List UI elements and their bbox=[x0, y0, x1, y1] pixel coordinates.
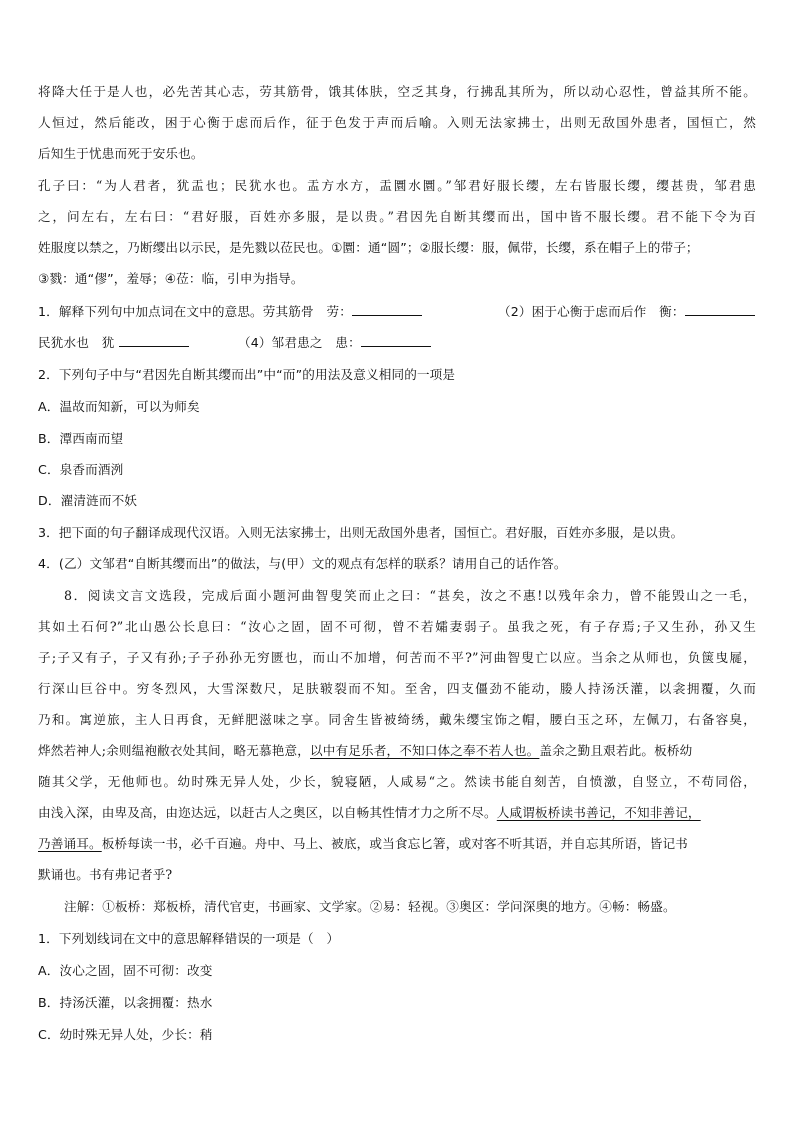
answer-blank-4[interactable] bbox=[361, 334, 431, 347]
passage2-line-2: 其如土石何?”北山愚公长息曰：“汝心之固，固不可彻，曾不若孀妻弱子。虽我之死，有子存焉;子又生孙，孙又生 bbox=[38, 619, 756, 634]
question2-option-a[interactable]: A．温故而知新，可以为师矣 bbox=[38, 399, 200, 414]
passage2-option-b[interactable]: B．持汤沃灌，以衾拥覆：热水 bbox=[38, 995, 213, 1010]
passage2-line-4: 行深山巨谷中。穷冬烈风，大雪深数尺，足肤皲裂而不知。至舍，四支僵劲不能动，媵人持汤沃灌，以衾拥覆，久而 bbox=[38, 681, 756, 696]
question3: 3．把下面的句子翻译成现代汉语。入则无法家拂士，出则无敌国外患者，国恒亡。君好服，百姓亦多服，是以贵。 bbox=[38, 525, 684, 540]
question1-d: （4）邹君患之 患： bbox=[238, 335, 361, 350]
question2-option-d[interactable]: D．濯清涟而不妖 bbox=[38, 493, 138, 508]
passage1-line-1: 将降大任于是人也，必先苦其心志，劳其筋骨，饿其体肤，空乏其身，行拂乱其所为，所以动心忍性，曾益其所不能。 bbox=[38, 84, 756, 99]
question2-option-c[interactable]: C．泉香而酒洌 bbox=[38, 462, 124, 477]
question4: 4．(乙）文邹君“自断其缨而出”的做法，与(甲）文的观点有怎样的联系？请用自己的话作答。 bbox=[38, 556, 567, 571]
underlined-sentence-2: 人咸谓板桥读书善记，不知非善记， bbox=[496, 805, 701, 820]
question1-c: 民犹水也 犹 bbox=[38, 335, 115, 350]
passage2-line-9 bbox=[38, 835, 756, 853]
passage1-line-7: ③戮：通“僇”，羞辱；④莅：临，引申为指导。 bbox=[38, 271, 304, 286]
passage2-line-8-head: 由浅入深，由卑及高，由迩达远，以赶古人之奥区，以自畅其性情才力之所不尽。 bbox=[38, 805, 497, 820]
passage1-line-3: 后知生于忧患而死于安乐也。 bbox=[38, 146, 204, 161]
question2-option-b[interactable]: B．潭西南而望 bbox=[38, 431, 124, 446]
passage2-line-6 bbox=[38, 742, 756, 760]
passage2-option-c[interactable]: C．幼时殊无异人处，少长：稍 bbox=[38, 1027, 213, 1042]
passage2-line-6-head: 烨然若神人;余则缊袍敝衣处其间，略无慕艳意， bbox=[38, 743, 311, 758]
passage2-line-5: 乃和。寓逆旅，主人日再食，无鲜肥滋味之享。同舍生皆被绮绣，戴朱缨宝饰之帽，腰白玉之环，左佩刀，右备容臭， bbox=[38, 712, 756, 727]
passage2-line-7: 随其父学，无他师也。幼时殊无异人处，少长，貌寝陋，人咸易“之。然读书能自刻苦，自愤激，自竖立，不苟同俗， bbox=[38, 774, 756, 789]
passage2-question1: 1．下列划线词在文中的意思解释错误的一项是（ ） bbox=[38, 931, 340, 946]
question1-row-1 bbox=[38, 303, 756, 321]
passage2-line-10: 默诵也。书有弗记者乎? bbox=[38, 867, 173, 882]
passage1-line-6-text: 姓服度以禁之，乃断缨出以示民，是先戮以莅民也。 bbox=[38, 240, 332, 255]
question1-d-wrap bbox=[238, 334, 431, 352]
question1-row-2 bbox=[38, 334, 756, 352]
question1-b-wrap bbox=[498, 303, 755, 321]
passage2-line-6-tail: 盖余之勤且艰若此。板桥幼 bbox=[539, 743, 693, 758]
passage2-option-a[interactable]: A．汝心之固，固不可彻：改变 bbox=[38, 963, 213, 978]
question1-a: 1．解释下列句中加点词在文中的意思。劳其筋骨 劳： bbox=[38, 304, 353, 319]
question2: 2．下列句子中与“君因先自断其缨而出”中“而”的用法及意义相同的一项是 bbox=[38, 367, 456, 382]
passage1-line-6 bbox=[38, 239, 756, 257]
passage2-line-8 bbox=[38, 804, 756, 822]
passage2-line-9-tail: 板桥每读一书，必千百遍。舟中、马上、被底，或当食忘匕箸，或对客不听其语，并自忘其所语，皆记书 bbox=[101, 836, 688, 851]
passage2-line-3: 子;子又有子，子又有孙;子子孙孙无穷匮也，而山不加增，何苦而不平?”河曲智叟亡以应。当余之从师也，负箧曳屣， bbox=[38, 650, 756, 665]
question1-b: （2）困于心衡于虑而后作 衡： bbox=[498, 304, 685, 319]
passage1-line-4: 孔子曰：“为人君者，犹盂也；民犹水也。盂方水方，盂圜水圜。”邹君好服长缨，左右皆服长缨，缨甚贵，邹君患 bbox=[38, 178, 756, 193]
underlined-sentence-1: 以中有足乐者，不知口体之奉不若人也。 bbox=[310, 743, 540, 758]
answer-blank-2[interactable] bbox=[685, 303, 755, 316]
passage1-line-2: 人恒过，然后能改，困于心衡于虑而后作，征于色发于声而后喻。入则无法家拂士，出则无敌国外患者，国恒亡，然 bbox=[38, 115, 756, 130]
underlined-sentence-2-end: 乃善诵耳。 bbox=[38, 836, 102, 851]
answer-blank-3[interactable] bbox=[119, 334, 189, 347]
passage1-line-5: 之，问左右，左右曰：“君好服，百姓亦多服，是以贵。”君因先自断其缨而出，国中皆不服长缨。君不能下令为百 bbox=[38, 209, 756, 224]
passage2-line-1: 8．阅读文言文选段，完成后面小题河曲智叟笑而止之曰：“甚矣，汝之不惠!以残年余力，曾不能毁山之一毛， bbox=[64, 588, 756, 603]
answer-blank-1[interactable] bbox=[352, 303, 422, 316]
passage2-notes: 注解：①板桥：郑板桥，清代官吏，书画家、文学家。②易：轻视。③奥区：学问深奥的地方。④畅：畅盛。 bbox=[64, 899, 676, 914]
passage1-note-inline: ①圜：通“圆”；②服长缨：服，佩带，长缨，系在帽子上的带子； bbox=[331, 240, 699, 255]
